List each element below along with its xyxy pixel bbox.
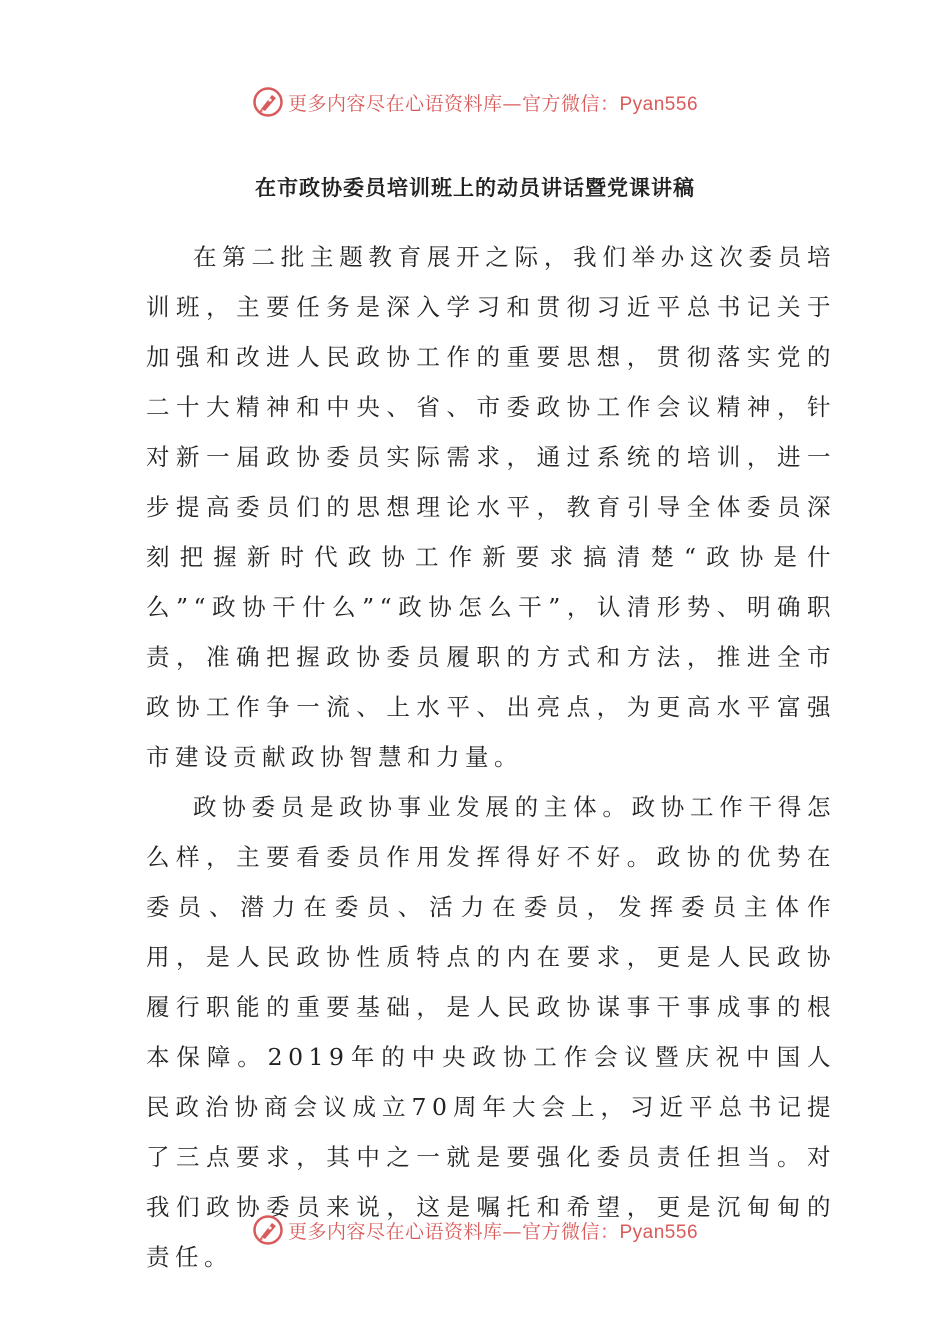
banner-text: 更多内容尽在心语资料库—官方微信：: [287, 1220, 620, 1243]
banner-wechat-id: Pyan556: [619, 93, 699, 115]
pen-nib-logo-icon: [252, 86, 284, 118]
document-body: [146, 232, 836, 1282]
document-title: 在市政协委员培训班上的动员讲话暨党课讲稿: [255, 176, 695, 200]
paragraph: 在第二批主题教育展开之际，我们举办这次委员培训班，主要任务是深入学习和贯彻习近平总书记关于加强和改进人民政协工作的重要思想，贯彻落实党的二十大精神和中央、省、市委政协工作会议精神，针对新一届政协委员实际需求，通过系统的培训，进一步提高委员们的思想理论水平，教育引导全体委员深刻把握新时代政协工作新要求搞清楚“政协是什么”“政协干什么”“政协怎么干”，认清形势、明确职责，准确把握政协委员履职的方式和方法，推进全市政协工作争一流、上水平、出亮点，为更高水平富强市建设贡献政协智慧和力量。: [146, 243, 836, 771]
paragraph: 政协委员是政协事业发展的主体。政协工作干得怎么样，主要看委员作用发挥得好不好。政协的优势在委员、潜力在委员、活力在委员，发挥委员主体作用，是人民政协性质特点的内在要求，更是人民政协履行职能的重要基础，是人民政协谋事干事成事的根本保障。2019年的中央政协工作会议暨庆祝中国人民政治协商会议成立70周年大会上，习近平总书记提了三点要求，其中之一就是要强化委员责任担当。对我们政协委员来说，这是嘱托和希望，更是沉甸甸的责任。: [146, 793, 836, 1271]
pen-nib-logo-icon: [252, 1214, 284, 1246]
banner-wechat-id: Pyan556: [619, 1221, 699, 1243]
banner-text: 更多内容尽在心语资料库—官方微信：: [287, 92, 620, 115]
footer-banner: [0, 1210, 950, 1250]
header-banner: [0, 82, 950, 122]
